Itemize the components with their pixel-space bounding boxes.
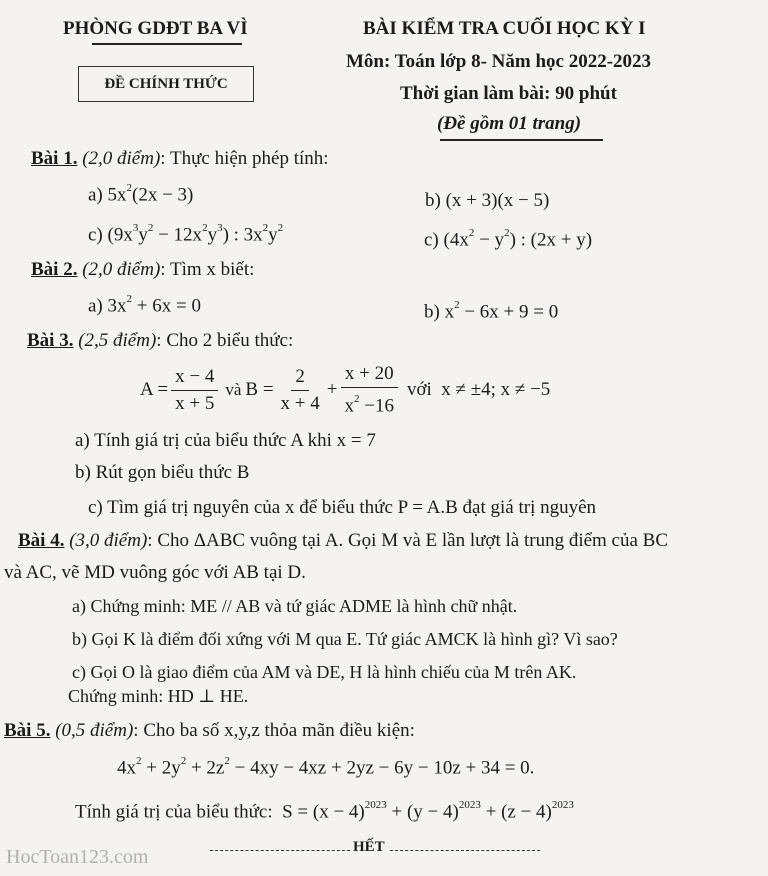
bai5-condition: $4x^2 + 2y^2 + 2z^2 - 4xy - 4xz + 2yz - 6y - 10z + 34 = 0$. xyxy=(117,755,535,779)
bai1-a-label: a) xyxy=(88,184,103,206)
bai3-points: (2,5 điểm) xyxy=(78,330,157,351)
bai5-prompt: : Cho ba số x,y,z thỏa mãn điều kiện: xyxy=(133,720,415,741)
pages-note-underline xyxy=(440,139,603,141)
bai2-b-label: b) xyxy=(424,301,440,323)
bai3-heading xyxy=(27,330,293,352)
end-dash-left xyxy=(210,850,350,852)
office-underline xyxy=(92,43,242,45)
bai4-c-proof: Chứng minh: HD ⊥ HE. xyxy=(68,686,249,706)
bai4-heading xyxy=(18,530,668,552)
bai2-title: Bài 2. xyxy=(31,259,78,280)
pages-note: (Đề gồm 01 trang) xyxy=(437,113,582,134)
bai5-question: Tính giá trị của biểu thức: $S = (x - 4)^{2023} + (y - 4)^{2023} + (z - 4)^{2023}$ xyxy=(75,799,574,823)
subject-line: Môn: Toán lớp 8- Năm học 2022-2023 xyxy=(346,51,652,72)
bai2-a-label: a) xyxy=(88,295,103,317)
bai4-points: (3,0 điểm) xyxy=(69,530,148,551)
bai1-points: (2,0 điểm) xyxy=(82,148,161,169)
bai5-ask: Tính giá trị của biểu thức: xyxy=(75,801,273,823)
bai2-prompt: : Tìm x biết: xyxy=(160,259,255,280)
bai1-a: a) $5x^2(2x - 3)$ xyxy=(88,182,194,206)
bai4-title: Bài 4. xyxy=(18,530,65,551)
bai1-b-label: b) xyxy=(425,190,441,211)
bai1-c1-label: c) xyxy=(88,224,103,246)
bai1-c2: c) $(4x^2 - y^2)$ : (2x + y) xyxy=(424,227,593,251)
end-dash-right xyxy=(390,850,540,852)
bai3-prompt: : Cho 2 biểu thức: xyxy=(156,330,294,351)
bai3-a: a) Tính giá trị của biểu thức A khi x = 7 xyxy=(75,430,376,451)
bai2-heading xyxy=(31,259,254,281)
bai2-points: (2,0 điểm) xyxy=(82,259,161,280)
bai4-b: b) Gọi K là điểm đối xứng với M qua E. Tứ giác AMCK là hình gì? Vì sao? xyxy=(72,629,618,649)
bai1-c1: c) $(9x^3y^2 - 12x^2y^3)$ : $3x^2y^2$ xyxy=(88,222,284,246)
watermark-logo: HocToan123.com xyxy=(6,846,149,868)
bai4-line2: và AC, vẽ MD vuông góc với AB tại D. xyxy=(4,562,306,583)
bai4-c: c) Gọi O là giao điểm của AM và DE, H là hình chiếu của M trên AK. xyxy=(72,662,577,682)
end-label: HẾT xyxy=(353,839,385,855)
bai3-c: c) Tìm giá trị nguyên của x để biểu thức P = A.B đạt giá trị nguyên xyxy=(88,497,597,518)
official-label: ĐỀ CHÍNH THỨC xyxy=(104,75,228,92)
bai3-b: b) Rút gọn biểu thức B xyxy=(75,462,250,483)
time-line: Thời gian làm bài: 90 phút xyxy=(400,83,617,104)
bai1-b xyxy=(425,190,549,212)
bai4-line1: : Cho ΔABC vuông tại A. Gọi M và E lần lượt là trung điểm của BC xyxy=(147,530,669,551)
bai4-a: a) Chứng minh: ME // AB và tứ giác ADME là hình chữ nhật. xyxy=(72,596,518,616)
bai2-a: a) $3x^2 + 6x = 0$ xyxy=(88,293,201,317)
bai1-b-expr: (x + 3)(x − 5) xyxy=(445,190,550,211)
bai5-title: Bài 5. xyxy=(4,720,51,741)
bai1-title: Bài 1. xyxy=(31,148,78,169)
bai3-title: Bài 3. xyxy=(27,330,74,351)
bai2-b: b) $x^2 - 6x + 9 = 0$ xyxy=(424,299,559,323)
bai3-expressions: A = $\frac{x - 4}{x + 5}$ và B = $\frac{2}{x + 4}$ + $\frac{x + 20}{x^2 -16}$ với x ≠ ±4; x ≠ −5 xyxy=(140,363,551,417)
bai5-heading xyxy=(4,720,415,742)
education-office: PHÒNG GDĐT BA VÌ xyxy=(63,18,248,39)
bai5-points: (0,5 điểm) xyxy=(55,720,134,741)
bai1-heading xyxy=(31,148,329,170)
bai1-prompt: : Thực hiện phép tính: xyxy=(160,148,329,169)
bai1-c2-label: c) xyxy=(424,229,439,251)
official-label-box xyxy=(78,66,254,102)
exam-title: BÀI KIỂM TRA CUỐI HỌC KỲ I xyxy=(363,18,646,39)
